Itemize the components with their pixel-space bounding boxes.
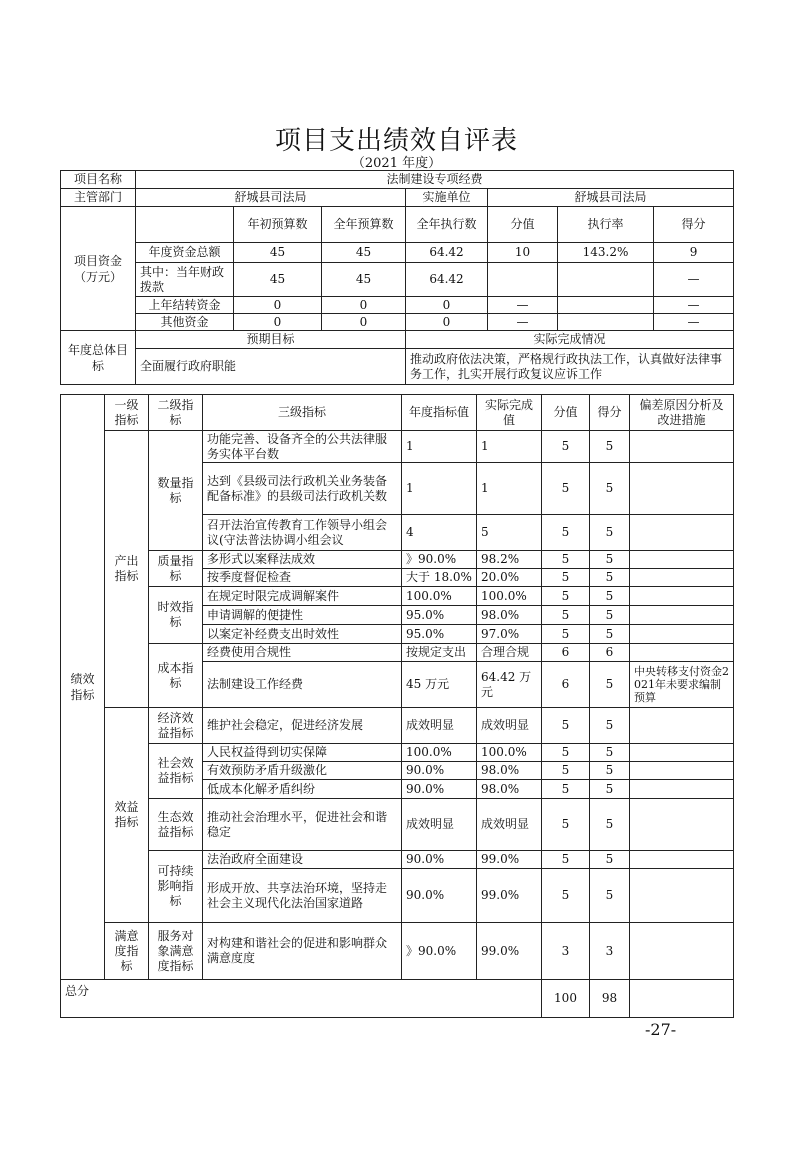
funds-cell: 45 — [234, 243, 322, 263]
perf-header: 年度指标值 — [402, 395, 477, 431]
indicator-actual: 99.0% — [477, 923, 542, 980]
level1-output: 产出指标 — [105, 431, 149, 708]
indicator-score: 5 — [590, 799, 630, 851]
indicator-note: 中央转移支付资金2021年未要求编制预算 — [630, 662, 734, 708]
level2-timeliness: 时效指标 — [149, 587, 203, 644]
perf-header: 分值 — [542, 395, 590, 431]
total-label: 总分 — [61, 980, 542, 1018]
funds-cell: 0 — [406, 297, 488, 314]
indicator-weight: 5 — [542, 625, 590, 644]
indicator-actual: 99.0% — [477, 869, 542, 923]
indicator-name: 有效预防矛盾升级激化 — [203, 762, 402, 780]
indicator-score: 5 — [590, 762, 630, 780]
indicator-actual: 成效明显 — [477, 799, 542, 851]
level2-cost: 成本指标 — [149, 644, 203, 708]
indicator-score: 5 — [590, 662, 630, 708]
actual-goal: 推动政府依法决策，严格规行政执法工作，认真做好法律事务工作，扎实开展行政复议应诉工作 — [406, 349, 734, 385]
funds-cell: — — [488, 314, 558, 331]
indicator-note — [630, 569, 734, 587]
indicator-note — [630, 744, 734, 762]
funds-header: 得分 — [654, 207, 734, 243]
indicator-name: 推动社会治理水平，促进社会和谐稳定 — [203, 799, 402, 851]
funds-header: 年初预算数 — [234, 207, 322, 243]
indicator-name: 法治政府全面建设 — [203, 851, 402, 869]
indicator-actual: 100.0% — [477, 744, 542, 762]
indicator-target: 按规定支出 — [402, 644, 477, 662]
indicator-actual: 100.0% — [477, 587, 542, 606]
funds-cell: 0 — [234, 297, 322, 314]
indicator-target: 90.0% — [402, 762, 477, 780]
page-number: -27- — [645, 1020, 677, 1039]
funds-row-name: 上年结转资金 — [136, 297, 234, 314]
perf-header: 二级指标 — [149, 395, 203, 431]
indicator-note — [630, 644, 734, 662]
indicator-score: 3 — [590, 923, 630, 980]
funds-cell: — — [654, 297, 734, 314]
funds-row-name: 其中：当年财政拨款 — [136, 263, 234, 297]
level2-quantity: 数量指标 — [149, 431, 203, 551]
indicator-actual: 98.0% — [477, 606, 542, 625]
indicator-name: 申请调解的便捷性 — [203, 606, 402, 625]
indicator-target: 90.0% — [402, 869, 477, 923]
indicator-name: 维护社会稳定，促进经济发展 — [203, 708, 402, 744]
funds-label: 项目资金（万元） — [61, 207, 136, 331]
indicator-weight: 3 — [542, 923, 590, 980]
level2-social: 社会效益指标 — [149, 744, 203, 799]
expected-goal-header: 预期目标 — [136, 331, 406, 349]
funds-cell: 45 — [322, 243, 406, 263]
indicator-name: 达到《县级司法行政机关业务装备配备标准》的县级司法行政机关数 — [203, 463, 402, 515]
indicator-name: 形成开放、共享法治环境，坚持走社会主义现代化法治国家道路 — [203, 869, 402, 923]
indicator-target: 90.0% — [402, 851, 477, 869]
indicator-target: 》90.0% — [402, 551, 477, 569]
level2-sustainable: 可持续影响指标 — [149, 851, 203, 923]
funds-header: 全年预算数 — [322, 207, 406, 243]
indicator-target: 成效明显 — [402, 708, 477, 744]
perf-header: 偏差原因分析及改进措施 — [630, 395, 734, 431]
indicator-weight: 5 — [542, 551, 590, 569]
indicator-actual: 98.2% — [477, 551, 542, 569]
indicator-weight: 5 — [542, 606, 590, 625]
funds-cell: — — [654, 263, 734, 297]
indicator-actual: 20.0% — [477, 569, 542, 587]
level2-service-satisfaction: 服务对象满意度指标 — [149, 923, 203, 980]
indicator-name: 低成本化解矛盾纠纷 — [203, 780, 402, 799]
indicator-score: 5 — [590, 515, 630, 551]
funds-cell: 0 — [322, 314, 406, 331]
level1-benefit: 效益指标 — [105, 708, 149, 923]
indicator-actual: 1 — [477, 463, 542, 515]
indicator-score: 5 — [590, 744, 630, 762]
indicator-name: 经费使用合规性 — [203, 644, 402, 662]
funds-row-name: 其他资金 — [136, 314, 234, 331]
actual-goal-header: 实际完成情况 — [406, 331, 734, 349]
indicator-weight: 6 — [542, 644, 590, 662]
level1-satisfaction: 满意度指标 — [105, 923, 149, 980]
indicator-score: 5 — [590, 569, 630, 587]
indicator-score: 5 — [590, 431, 630, 463]
indicator-actual: 合理合规 — [477, 644, 542, 662]
level2-ecological: 生态效益指标 — [149, 799, 203, 851]
indicator-target: 95.0% — [402, 606, 477, 625]
indicator-target: 成效明显 — [402, 799, 477, 851]
indicator-target: 100.0% — [402, 744, 477, 762]
indicator-score: 5 — [590, 587, 630, 606]
funds-cell — [558, 263, 654, 297]
funds-cell — [488, 263, 558, 297]
indicator-note — [630, 625, 734, 644]
funds-cell: 45 — [322, 263, 406, 297]
indicator-actual: 5 — [477, 515, 542, 551]
indicator-note — [630, 780, 734, 799]
funds-cell — [558, 314, 654, 331]
indicator-name: 召开法治宣传教育工作领导小组会议(守法普法协调小组会议 — [203, 515, 402, 551]
indicator-note — [630, 587, 734, 606]
indicator-name: 按季度督促检查 — [203, 569, 402, 587]
project-funds-table — [60, 170, 734, 385]
indicator-target: 1 — [402, 463, 477, 515]
indicator-weight: 5 — [542, 851, 590, 869]
indicator-weight: 5 — [542, 587, 590, 606]
indicator-name: 以案定补经费支出时效性 — [203, 625, 402, 644]
indicator-actual: 99.0% — [477, 851, 542, 869]
expected-goal: 全面履行政府职能 — [136, 349, 406, 385]
indicator-score: 5 — [590, 625, 630, 644]
level2-quality: 质量指标 — [149, 551, 203, 587]
funds-cell: — — [654, 314, 734, 331]
indicator-target: 90.0% — [402, 780, 477, 799]
indicator-target: 大于 18.0% — [402, 569, 477, 587]
indicator-weight: 5 — [542, 708, 590, 744]
total-note — [630, 980, 734, 1018]
funds-header: 执行率 — [558, 207, 654, 243]
indicator-weight: 5 — [542, 762, 590, 780]
indicator-weight: 5 — [542, 869, 590, 923]
indicator-name: 在规定时限完成调解案件 — [203, 587, 402, 606]
indicator-name: 法制建设工作经费 — [203, 662, 402, 708]
indicator-weight: 6 — [542, 662, 590, 708]
funds-cell: 64.42 — [406, 243, 488, 263]
indicator-score: 5 — [590, 780, 630, 799]
indicator-weight: 5 — [542, 744, 590, 762]
indicator-score: 5 — [590, 708, 630, 744]
indicator-actual: 98.0% — [477, 762, 542, 780]
indicator-note — [630, 515, 734, 551]
indicator-weight: 5 — [542, 431, 590, 463]
funds-row-name: 年度资金总额 — [136, 243, 234, 263]
dept-value: 舒城县司法局 — [136, 189, 406, 207]
unit-label: 实施单位 — [406, 189, 488, 207]
funds-cell: 45 — [234, 263, 322, 297]
perf-header: 得分 — [590, 395, 630, 431]
indicator-actual: 1 — [477, 431, 542, 463]
indicator-target: 4 — [402, 515, 477, 551]
year-subtitle: （2021 年度） — [351, 156, 442, 171]
indicator-name: 对构建和谐社会的促进和影响群众满意度度 — [203, 923, 402, 980]
indicator-actual: 成效明显 — [477, 708, 542, 744]
indicator-score: 5 — [590, 463, 630, 515]
indicator-target: 95.0% — [402, 625, 477, 644]
indicator-name: 功能完善、设备齐全的公共法律服务实体平台数 — [203, 431, 402, 463]
indicator-note — [630, 799, 734, 851]
funds-cell — [558, 297, 654, 314]
indicator-actual: 98.0% — [477, 780, 542, 799]
unit-value: 舒城县司法局 — [488, 189, 734, 207]
indicator-name: 多形式以案释法成效 — [203, 551, 402, 569]
funds-cell: 0 — [406, 314, 488, 331]
goals-label: 年度总体目标 — [61, 331, 136, 385]
performance-label: 绩效指标 — [61, 395, 105, 980]
indicator-target: 1 — [402, 431, 477, 463]
funds-header: 分值 — [488, 207, 558, 243]
funds-header-blank — [136, 207, 234, 243]
funds-cell: 143.2% — [558, 243, 654, 263]
indicator-note — [630, 463, 734, 515]
indicator-target: 45 万元 — [402, 662, 477, 708]
funds-cell: 0 — [322, 297, 406, 314]
indicator-weight: 5 — [542, 463, 590, 515]
indicator-weight: 5 — [542, 515, 590, 551]
indicator-actual: 64.42 万元 — [477, 662, 542, 708]
indicator-note — [630, 869, 734, 923]
indicator-score: 5 — [590, 869, 630, 923]
indicator-score: 5 — [590, 606, 630, 625]
indicator-note — [630, 851, 734, 869]
funds-cell: 9 — [654, 243, 734, 263]
indicator-note — [630, 431, 734, 463]
indicator-score: 6 — [590, 644, 630, 662]
level2-economic: 经济效益指标 — [149, 708, 203, 744]
funds-cell: 0 — [234, 314, 322, 331]
indicator-name: 人民权益得到切实保障 — [203, 744, 402, 762]
perf-header: 一级指标 — [105, 395, 149, 431]
perf-header: 三级指标 — [203, 395, 402, 431]
indicator-note — [630, 762, 734, 780]
indicator-weight: 5 — [542, 799, 590, 851]
indicator-note — [630, 606, 734, 625]
performance-table — [60, 394, 734, 1018]
funds-header: 全年执行数 — [406, 207, 488, 243]
indicator-score: 5 — [590, 551, 630, 569]
project-name-label: 项目名称 — [61, 171, 136, 189]
indicator-note — [630, 551, 734, 569]
funds-cell: — — [488, 297, 558, 314]
total-weight: 100 — [542, 980, 590, 1018]
page-title: 项目支出绩效自评表 — [274, 126, 518, 156]
indicator-actual: 97.0% — [477, 625, 542, 644]
funds-cell: 10 — [488, 243, 558, 263]
indicator-weight: 5 — [542, 780, 590, 799]
funds-cell: 64.42 — [406, 263, 488, 297]
indicator-target: 》90.0% — [402, 923, 477, 980]
total-score: 98 — [590, 980, 630, 1018]
indicator-score: 5 — [590, 851, 630, 869]
indicator-weight: 5 — [542, 569, 590, 587]
indicator-target: 100.0% — [402, 587, 477, 606]
indicator-note — [630, 923, 734, 980]
project-name: 法制建设专项经费 — [136, 171, 734, 189]
indicator-note — [630, 708, 734, 744]
dept-label: 主管部门 — [61, 189, 136, 207]
perf-header: 实际完成值 — [477, 395, 542, 431]
